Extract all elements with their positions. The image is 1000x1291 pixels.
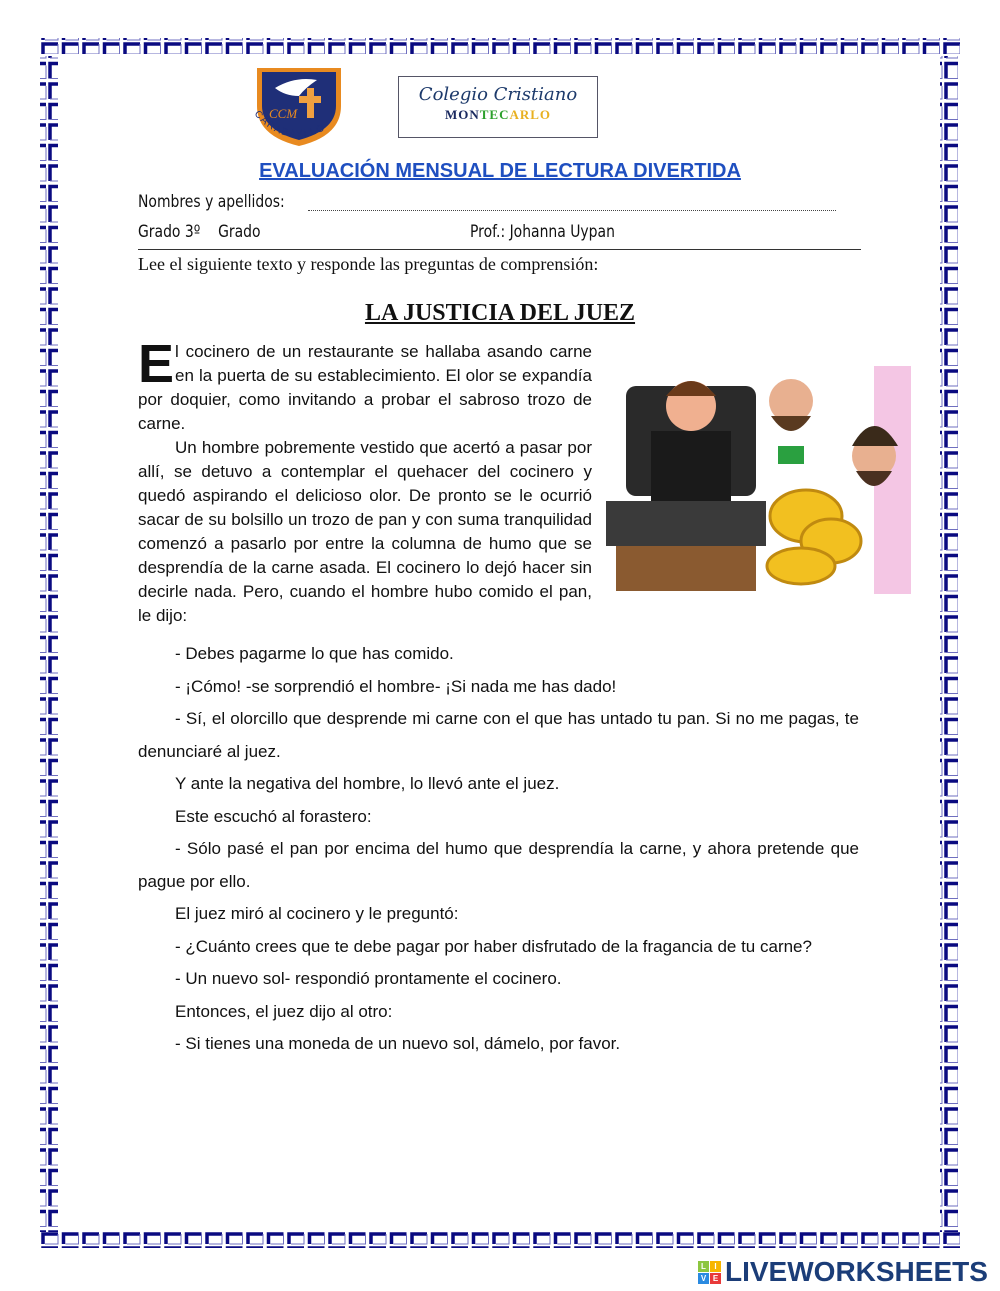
divider [138, 249, 861, 250]
story-text [138, 334, 859, 1061]
story-title: LA JUSTICIA DEL JUEZ [364, 300, 636, 326]
paragraph: Un hombre pobremente vestido que acertó a pasar por allí, se detuvo a contemplar el quehacer del cocinero y quedó aspirando el delicioso olor. De pronto se le ocurrió sacar de su bolsillo un trozo de pan y con suma tranquilidad comenzó a pasarlo por entre la columna de humo que se desprendía de la carne asada. El cocinero lo dejó hacer sin decirle nada. Pero, cuando el hombre hubo comido el pan, le dijo: [138, 438, 592, 625]
dialogue-line: - Sólo pasé el pan por encima del humo que desprendía la carne, y ahora pretende que pague por ello. [138, 839, 859, 891]
dialogue-line: - ¡Cómo! -se sorprendió el hombre- ¡Si nada me has dado! [175, 676, 617, 696]
grade-value: Grado 3º [138, 222, 201, 242]
paragraph: l cocinero de un restaurante se hallaba asando carne en la puerta de su establecimiento. El olor se expandía por doquier, como invitando a probar el sabroso trozo de carne. [138, 342, 592, 433]
shield-arc-label: CARABAYLLO [251, 108, 328, 141]
badge-letter: E [710, 1273, 721, 1284]
evaluation-title: EVALUACIÓN MENSUAL DE LECTURA DIVERTIDA [259, 160, 741, 182]
grade-label [138, 222, 261, 242]
teacher-label: Prof.: Johanna Uypan [470, 222, 615, 242]
school-name-line2 [399, 107, 597, 123]
school-name-line1: Colegio Cristiano [418, 84, 578, 105]
brand-text: LIVEWORKSHEETS [725, 1256, 988, 1287]
dialogue-line: El juez miró al cocinero y le preguntó: [175, 904, 459, 923]
dialogue-line: - Sí, el olorcillo que desprende mi carne con el que has untado tu pan. Si no me pagas, te denunciaré al juez. [138, 709, 859, 761]
dialogue-line: Este escuchó al forastero: [175, 806, 372, 826]
brand-part: ARLO [509, 107, 552, 122]
grade-word: Grado [218, 222, 261, 242]
dialogue-line: - Debes pagarme lo que has comido. [175, 644, 454, 663]
dialogue-line: - Un nuevo sol- respondió prontamente el cocinero. [175, 969, 562, 988]
judge-illustration [606, 366, 911, 594]
dialogue-line: Entonces, el juez dijo al otro: [175, 1001, 393, 1021]
shield-initials: CCM [269, 106, 298, 121]
name-label: Nombres y apellidos: [138, 192, 285, 212]
badge-letter: I [710, 1261, 721, 1272]
dialogue-line: - Si tienes una moneda de un nuevo sol, dámelo, por favor. [175, 1034, 621, 1053]
live-badge-icon [698, 1261, 721, 1284]
badge-letter: V [698, 1273, 709, 1284]
dialogue-line: - ¿Cuánto crees que te debe pagar por haber disfrutado de la fragancia de tu carne? [175, 936, 812, 956]
shield-arc-text [248, 96, 348, 152]
school-name-box [398, 76, 598, 138]
dialogue-line: Y ante la negativa del hombre, lo llevó ante el juez. [175, 774, 560, 793]
brand-part: TEC [479, 107, 510, 122]
name-input-line[interactable] [308, 210, 836, 211]
badge-letter: L [698, 1261, 709, 1272]
drop-cap: E [138, 334, 175, 394]
liveworksheets-logo[interactable] [698, 1256, 988, 1288]
instructions: Lee el siguiente texto y responde las preguntas de comprensión: [138, 254, 599, 274]
svg-text:CARABAYLLO [252, 109, 328, 140]
brand-part: MON [444, 107, 480, 122]
